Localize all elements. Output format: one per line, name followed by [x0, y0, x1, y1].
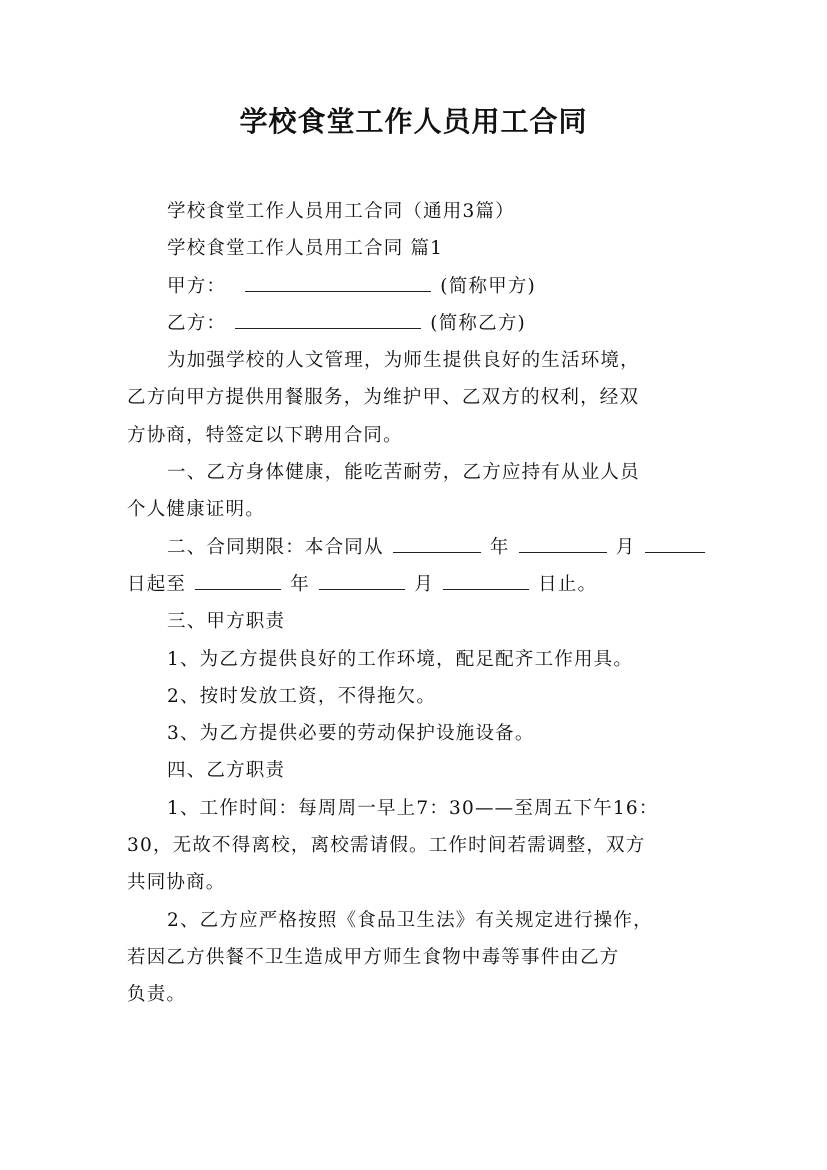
year-label: 年 [489, 536, 510, 558]
paragraph-line: 一、乙方身体健康，能吃苦耐劳，乙方应持有从业人员 [167, 462, 640, 484]
list-item: 2、按时发放工资，不得拖欠。 [167, 685, 437, 707]
paragraph-line: 方协商，特签定以下聘用合同。 [127, 424, 403, 446]
start-day-label: 日起至 [127, 573, 187, 595]
start-day-blank [645, 532, 705, 553]
contract-term-end-line [127, 566, 705, 603]
party-b-line [127, 305, 705, 342]
subtitle-line: 学校食堂工作人员用工合同（通用3篇） [167, 201, 515, 222]
section-heading-line: 三、甲方职责 [167, 611, 286, 633]
party-b-label: 乙方： [167, 312, 227, 334]
document-body [127, 193, 705, 1014]
list-item-continuation: 共同协商。 [127, 872, 226, 894]
party-a-label: 甲方： [167, 275, 227, 297]
end-year-blank [195, 569, 281, 590]
end-month-blank [319, 569, 405, 590]
document-title: 学校食堂工作人员用工合同 [239, 105, 588, 138]
start-year-blank [393, 532, 481, 553]
list-item-continuation: 若因乙方供餐不卫生造成甲方师生食物中毒等事件由乙方 [127, 946, 620, 968]
paragraph-line: 个人健康证明。 [127, 499, 265, 521]
party-a-note: (简称甲方) [440, 275, 536, 297]
year-label: 年 [290, 573, 310, 595]
contract-term-line [127, 529, 705, 566]
end-day-blank [443, 569, 529, 590]
section-heading-line: 四、乙方职责 [167, 760, 286, 782]
contract-term-label: 二、合同期限：本合同从 [167, 536, 384, 558]
party-b-blank [235, 308, 421, 329]
paragraph-line: 乙方向甲方提供用餐服务，为维护甲、乙双方的权利，经双 [127, 387, 640, 409]
list-item: 1、为乙方提供良好的工作环境，配足配齐工作用具。 [167, 648, 634, 670]
party-a-blank [245, 271, 431, 292]
list-item: 1、工作时间：每周周一早上7：30——至周五下午16： [167, 797, 659, 819]
paragraph-line: 为加强学校的人文管理，为师生提供良好的生活环境， [167, 350, 640, 372]
party-b-note: (简称乙方) [430, 312, 526, 334]
start-month-blank [519, 532, 607, 553]
month-label: 月 [615, 536, 636, 558]
month-label: 月 [414, 573, 434, 595]
end-day-label: 日止。 [538, 573, 598, 595]
list-item: 3、为乙方提供必要的劳动保护设施设备。 [167, 723, 535, 745]
list-item-continuation: 负责。 [127, 984, 187, 1006]
party-a-line [127, 268, 705, 305]
section-heading-line: 学校食堂工作人员用工合同 篇1 [167, 238, 444, 260]
list-item: 2、乙方应严格按照《食品卫生法》有关规定进行操作， [167, 909, 653, 931]
list-item-continuation: 30，无故不得离校，离校需请假。工作时间若需调整，双方 [127, 835, 646, 857]
